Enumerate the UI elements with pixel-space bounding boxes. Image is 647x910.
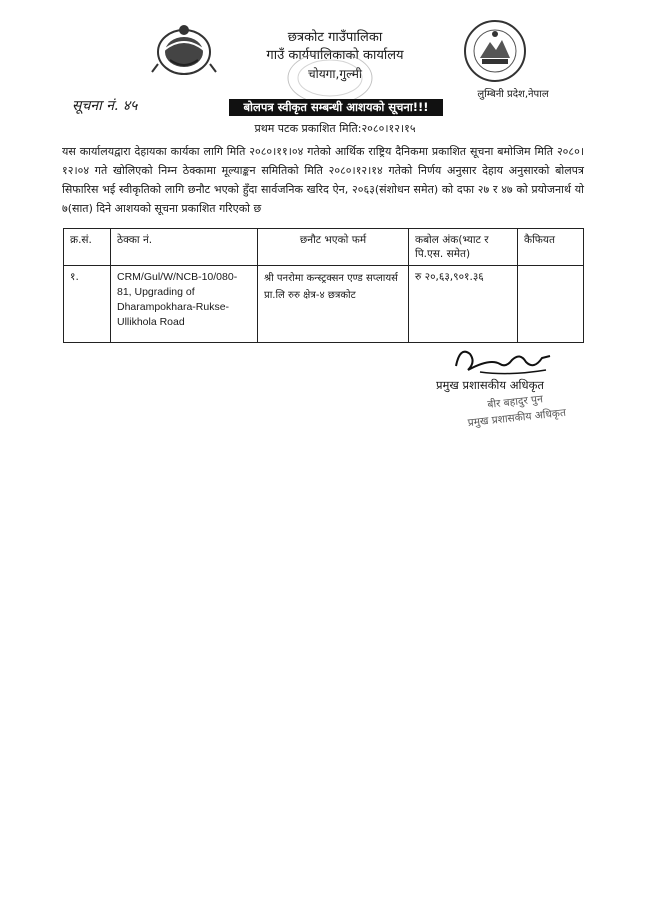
official-stamp: [445, 387, 588, 433]
col-header-contract: ठेक्का नं.: [111, 229, 258, 266]
table-header-row: [64, 229, 584, 266]
col-header-firm: छनौट भएको फर्म: [258, 229, 409, 266]
office-name: छत्रकोट गाउँपालिका: [287, 30, 383, 45]
office-address: चोयगा,गुल्मी: [307, 67, 363, 81]
province-text: लुम्बिनी प्रदेश,नेपाल: [477, 89, 549, 100]
cell-sn: १.: [64, 266, 111, 343]
cell-remarks: [518, 266, 584, 343]
contract-table: [63, 228, 584, 343]
col-header-amount: कबोल अंक(भ्याट र पि.एस. समेत): [409, 229, 518, 266]
handwritten-notice-number: सूचना नं. ४५: [72, 98, 138, 114]
cell-amount: रु २०,६३,९०१.३६: [409, 266, 518, 343]
stamp-name: बीर बहादुर पुन: [486, 393, 544, 411]
nepal-emblem-logo: [150, 20, 218, 80]
notice-title: बोलपत्र स्वीकृत सम्बन्धी आशयको सूचना!!!: [229, 99, 443, 116]
publication-date: प्रथम पटक प्रकाशित मिति:२०८०।१२।१५: [254, 122, 416, 135]
office-seal: [285, 50, 375, 106]
notice-body: यस कार्यालयद्वारा देहायका कार्यका लागि मिति २०८०।११।०४ गतेको आर्थिक राष्ट्रिय दैनिकमा प्रकाशित सूचना बमोजिम मिति २०८०।१२।०४ गते खोलिएको निम्न ठेक्कामा मूल्याङ्कन समितिको मिति २०८०।१२।१४ गतेको निर्णय अनुसार देहाय अनुसारको बोलपत्र सिफारिस भई स्वीकृतिको लागि छनौट भएको हुँदा सार्वजनिक खरिद ऐन, २०६३(संशोधन समेत) को दफा २७ र ४७ को प्रयोजनार्थ यो ७(सात) दिने आशयको सूचना प्रकाशित गरिएको छ: [62, 145, 584, 215]
cell-firm: श्री पनरोमा कन्स्ट्रक्सन एण्ड सप्लायर्स प्रा.लि रुरु क्षेत्र-४ छत्रकोट: [258, 266, 409, 343]
col-header-sn: क्र.सं.: [64, 229, 111, 266]
col-header-remarks: कैफियत: [518, 229, 584, 266]
signatory-title: प्रमुख प्रशासकीय अधिकृत: [436, 378, 544, 392]
table-row: [64, 266, 584, 343]
municipality-logo: [462, 18, 528, 84]
cell-contract-no: CRM/Gul/W/NCB-10/080-81, Upgrading of Dharampokhara-Rukse-Ullikhola Road: [111, 266, 258, 343]
stamp-title: प्रमुख प्रशासकीय अधिकृत: [467, 406, 567, 430]
signature-mark: [450, 340, 560, 380]
office-type: गाउँ कार्यपालिकाको कार्यालय: [266, 48, 404, 63]
